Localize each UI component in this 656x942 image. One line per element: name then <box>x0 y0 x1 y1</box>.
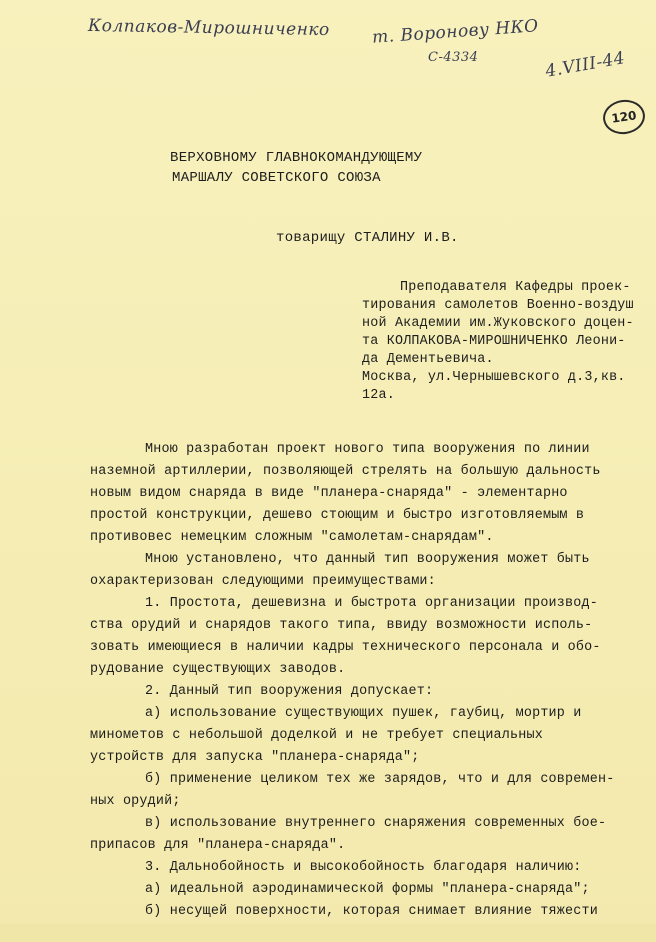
page-number-stamp <box>601 97 647 137</box>
body-line: Мною разработан проект нового типа вооружения по линии <box>145 442 590 457</box>
body-line: новым видом снаряда в виде "планера-снаряда" - элементарно <box>90 486 568 501</box>
body-line: 1. Простота, дешевизна и быстрота организации производ- <box>145 596 598 611</box>
body-line: 3. Дальнобойность и высокобойность благодаря наличию: <box>145 860 582 875</box>
body-line: Мною установлено, что данный тип вооружения может быть <box>145 552 590 567</box>
body-line: 2. Данный тип вооружения допускает: <box>145 684 434 699</box>
addressee-line-3: товарищу СТАЛИНУ И.В. <box>276 230 459 246</box>
body-line: противовес немецким сложным "самолетам-снарядам". <box>90 530 494 545</box>
body-line: охарактеризован следующими преимуществами: <box>90 574 436 589</box>
sender-line: тирования самолетов Военно-воздуш <box>362 298 634 313</box>
sender-line: Москва, ул.Чернышевского д.3,кв. <box>362 370 626 385</box>
addressee-line-1: ВЕРХОВНОМУ ГЛАВНОКОМАНДУЮЩЕМУ <box>170 150 423 166</box>
sender-line: Преподавателя Кафедры проек- <box>400 280 631 295</box>
page-bottom-edge <box>0 924 656 942</box>
body-line: рудование существующих заводов. <box>90 662 346 677</box>
body-line: в) использование внутреннего снаряжения современных бое- <box>145 816 607 831</box>
sender-line: та КОЛПАКОВА-МИРОШНИЧЕНКО Леони- <box>362 334 626 349</box>
handwritten-resolution: т. Воронову НКО <box>371 16 540 48</box>
body-line: б) применение целиком тех же зарядов, что и для современ- <box>145 772 615 787</box>
handwritten-name: Колпаков-Мирошниченко <box>87 15 330 41</box>
body-line: припасов для "планера-снаряда". <box>90 838 346 853</box>
sender-line: 12а. <box>362 388 395 403</box>
body-line: наземной артиллерии, позволяющей стрелять на большую дальность <box>90 464 601 479</box>
body-line: а) идеальной аэродинамической формы "планера-снаряда"; <box>145 882 590 897</box>
body-line: зовать имеющиеся в наличии кадры технического персонала и обо- <box>90 640 601 655</box>
body-line: а) использование существующих пушек, гаубиц, мортир и <box>145 706 582 721</box>
addressee-line-2: МАРШАЛУ СОВЕТСКОГО СОЮЗА <box>172 170 381 186</box>
sender-line: ной Академии им.Жуковского доцен- <box>362 316 634 331</box>
body-line: простой конструкции, дешево стоющим и быстро изготовляемым в <box>90 508 585 523</box>
stamp-number: 120 <box>610 108 638 126</box>
body-line: минометов с небольшой доделкой и не требует специальных <box>90 728 543 743</box>
body-line: ных орудий; <box>90 794 181 809</box>
sender-line: да Дементьевича. <box>362 352 494 367</box>
body-line: ства орудий и снарядов такого типа, ввиду возможности исполь- <box>90 618 593 633</box>
body-line: устройств для запуска "планера-снаряда"; <box>90 750 420 765</box>
handwritten-date: 4.VIII-44 <box>543 48 627 82</box>
body-line: б) несущей поверхности, которая снимает влияние тяжести <box>145 904 598 919</box>
handwritten-code: С-4334 <box>428 50 479 65</box>
